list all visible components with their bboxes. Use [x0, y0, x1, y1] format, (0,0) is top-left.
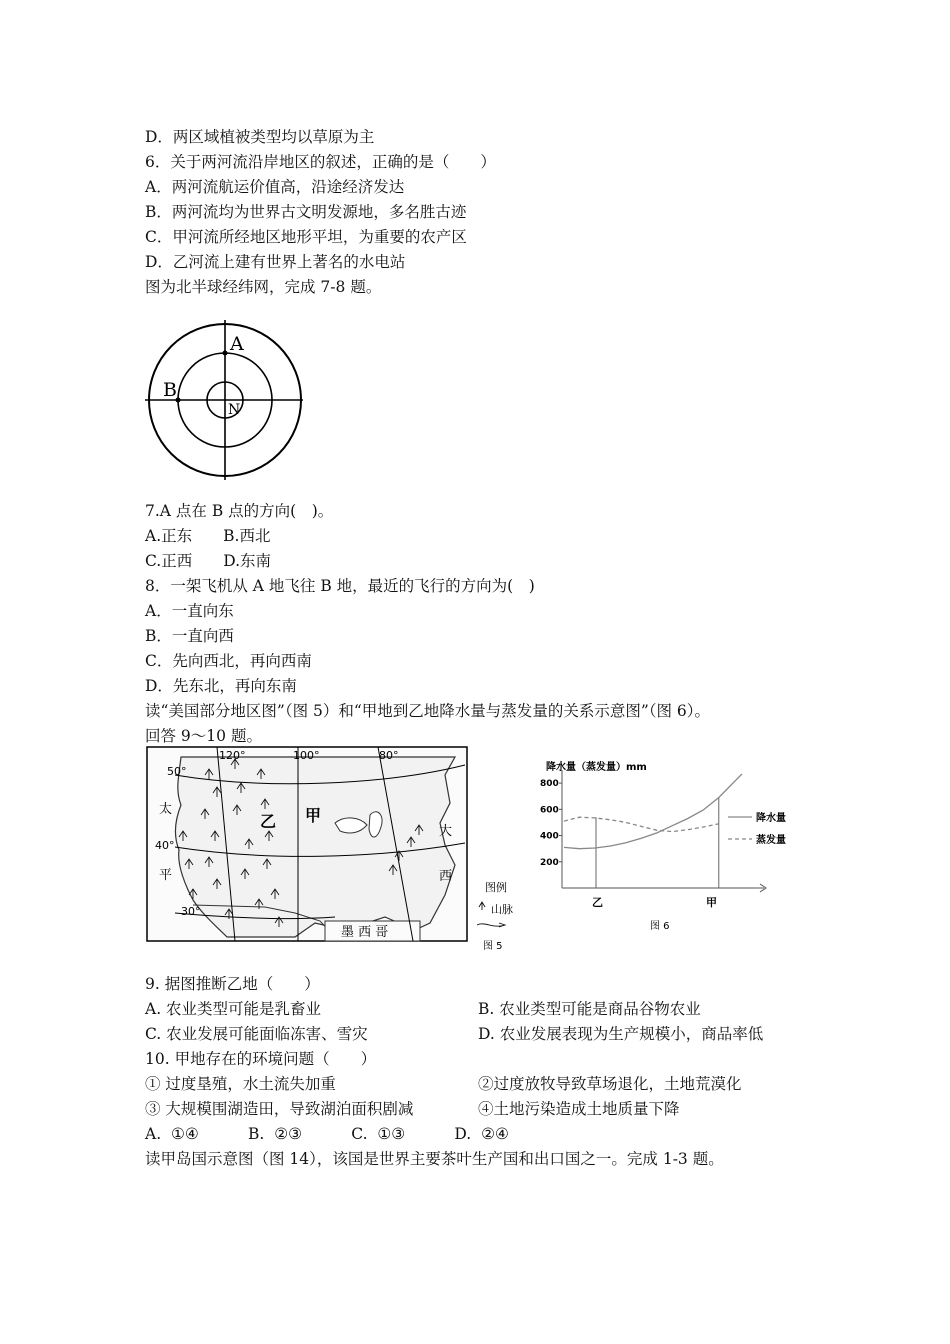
q8-option-b: B．一直向西 [145, 627, 234, 645]
q10-options: A. ①④ B. ②③ C. ①③ D. ②④ [145, 1125, 509, 1143]
series-precip-line [564, 774, 742, 849]
chart-x-right-label: 甲 [706, 896, 717, 909]
legend-mountain-icon [479, 902, 485, 910]
lon-100-label: 100° [293, 749, 320, 762]
y-tick-label: 800 [540, 779, 559, 790]
lat-30-label: 30° [181, 905, 201, 918]
q10-statement-3: ③ 大规模围湖造田，导致湖泊面积剧减 [145, 1100, 414, 1118]
q7-options-row1: A.正东 B.西北 [145, 527, 271, 545]
pacific-char-1: 太 [159, 802, 173, 817]
legend-title: 图例 [485, 881, 507, 894]
y-tick-label: 200 [540, 857, 559, 868]
q6-option-b: B．两河流均为世界古文明发源地，多名胜古迹 [145, 203, 467, 221]
q6-option-c: C．甲河流所经地区地形平坦，为重要的农产区 [145, 228, 467, 246]
y-tick-label: 600 [540, 805, 559, 816]
q10-statement-4: ④土地污染造成土地质量下降 [478, 1100, 680, 1118]
q10-statement-1: ① 过度垦殖，水土流失加重 [145, 1075, 336, 1093]
series-evap-line [564, 817, 719, 831]
intro-1-3: 读甲岛国示意图（图 14），该国是世界主要茶叶生产国和出口国之一。完成 1-3 题。 [145, 1150, 724, 1168]
q6-option-d: D．乙河流上建有世界上著名的水电站 [145, 253, 406, 271]
lat-50-label: 50° [167, 765, 187, 778]
q9-option-a: A. 农业类型可能是乳畜业 [145, 1000, 322, 1018]
map5-caption: 图 5 [483, 941, 503, 952]
lon-80-label: 80° [379, 749, 399, 762]
intro-7-8: 图为北半球经纬网，完成 7-8 题。 [145, 278, 382, 296]
lat-40-label: 40° [155, 839, 175, 852]
q7-options-row2: C.正西 D.东南 [145, 552, 272, 570]
chart-ylabel: 降水量（蒸发量）mm [546, 762, 647, 773]
point-b-label: B [163, 379, 177, 401]
chart-caption: 图 6 [650, 921, 670, 932]
q8-stem: 8．一架飞机从 A 地飞往 B 地，最近的飞行的方向为( ) [145, 577, 535, 595]
pacific-char-2: 平 [159, 868, 173, 883]
polar-graticule-figure [145, 318, 305, 484]
point-a-marker [223, 351, 228, 356]
q6-stem: 6．关于两河流沿岸地区的叙述，正确的是（ ） [145, 153, 496, 171]
q8-option-c: C．先向西北，再向西南 [145, 652, 312, 670]
us-map-figure [145, 745, 525, 953]
precip-evap-chart [540, 758, 786, 933]
q10-stem: 10. 甲地存在的环境问题（ ） [145, 1050, 377, 1068]
mexico-label: 墨 西 哥 [341, 925, 389, 940]
point-a-label: A [230, 333, 244, 355]
chart-x-left-label: 乙 [592, 896, 603, 909]
atlantic-char-2: 西 [439, 869, 453, 884]
y-tick-label: 400 [540, 831, 559, 842]
q7-stem: 7.A 点在 B 点的方向( )。 [145, 502, 334, 520]
q9-option-b: B. 农业类型可能是商品谷物农业 [478, 1000, 701, 1018]
q5-option-d: D．两区域植被类型均以草原为主 [145, 128, 375, 146]
land-area [175, 757, 455, 937]
place-jia-label: 甲 [305, 806, 322, 825]
q9-stem: 9. 据图推断乙地（ ） [145, 975, 320, 993]
lon-120-label: 120° [219, 749, 246, 762]
q8-option-d: D．先东北，再向东南 [145, 677, 297, 695]
legend-river-icon [477, 923, 505, 927]
intro-9-10-line1: 读“美国部分地区图”（图 5）和“甲地到乙地降水量与蒸发量的关系示意图”（图 6）。 [145, 702, 711, 720]
legend-evap-label: 蒸发量 [756, 835, 786, 846]
q9-option-d: D. 农业发展表现为生产规模小，商品率低 [478, 1025, 764, 1043]
atlantic-char-1: 大 [439, 824, 453, 839]
place-yi-label: 乙 [260, 812, 277, 831]
legend-precip-label: 降水量 [756, 813, 786, 824]
q6-option-a: A．两河流航运价值高，沿途经济发达 [145, 178, 405, 196]
north-pole-label: N [228, 402, 241, 418]
intro-9-10-line2: 回答 9～10 题。 [145, 727, 262, 745]
q9-option-c: C. 农业发展可能面临冻害、雪灾 [145, 1025, 368, 1043]
q8-option-a: A．一直向东 [145, 602, 234, 620]
legend-mountain-label: 山脉 [491, 903, 513, 916]
q10-statement-2: ②过度放牧导致草场退化，土地荒漠化 [478, 1075, 742, 1093]
